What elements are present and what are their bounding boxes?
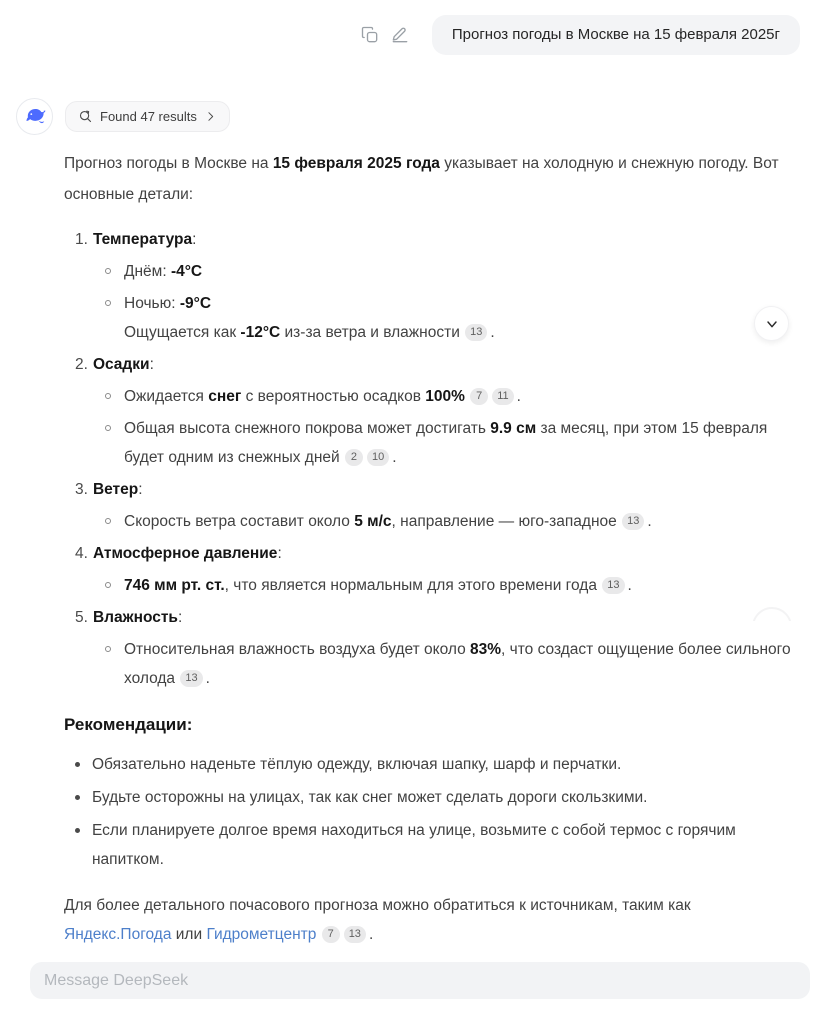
outro-paragraph: [64, 891, 801, 949]
list-item: 2. Осадки:: [64, 350, 801, 379]
message-tools: [360, 25, 410, 45]
text: .: [627, 577, 632, 594]
text: :: [138, 481, 143, 498]
text: .: [647, 513, 652, 530]
bold-text: Ветер: [92, 481, 139, 498]
text: :: [277, 545, 282, 562]
section-heading: [93, 225, 196, 254]
text: или: [171, 926, 207, 943]
text: Общая высота снежного покрова может достигать: [124, 420, 491, 437]
list-item: [64, 414, 801, 472]
text: , что является нормальным для этого времени года: [224, 577, 602, 594]
section-heading: [93, 475, 143, 504]
citation-badge[interactable]: 11: [492, 388, 513, 405]
bullet-circle-icon: [105, 425, 111, 431]
recommendation-text: Если планируете долгое время находиться на улице, возьмите с собой термос с горячим напитком.: [92, 822, 736, 868]
text: .: [368, 926, 374, 943]
text: Ночью:: [124, 295, 180, 312]
list-item: [64, 750, 801, 779]
text: за месяц, при этом 15 февраля будет одним из снежных дней: [124, 420, 768, 466]
intro-paragraph: [64, 148, 801, 210]
bold-text: -12°C: [240, 324, 281, 341]
list-item: 3. Ветер:: [64, 475, 801, 504]
text: из-за ветра и влажности: [280, 324, 465, 341]
text: , направление — юго-западное: [391, 513, 622, 530]
text: .: [392, 449, 397, 466]
scroll-down-button[interactable]: [754, 306, 789, 341]
bold-text: 746 мм рт. ст.: [124, 577, 225, 594]
bullet-circle-icon: [105, 582, 111, 588]
text: Ощущается как: [124, 324, 241, 341]
bold-text: 15 февраля 2025 года: [272, 155, 440, 172]
citation-badge[interactable]: 10: [367, 449, 389, 466]
text: .: [205, 670, 210, 687]
text: Ожидается: [124, 388, 209, 405]
text: Относительная влажность воздуха будет около: [124, 641, 470, 658]
bullet-circle-icon: [105, 393, 111, 399]
recommendation-text: Обязательно наденьте тёплую одежду, включая шапку, шарф и перчатки.: [92, 756, 622, 773]
list-item: [64, 382, 801, 411]
section-heading: [93, 603, 182, 632]
text: указывает на холодную и снежную погоду. Вот основные детали:: [64, 155, 779, 203]
source-link[interactable]: Яндекс.Погода: [64, 926, 172, 943]
bullet-dot-icon: [75, 795, 80, 800]
whale-logo-icon: [22, 104, 47, 129]
bold-text: -4°C: [170, 263, 203, 280]
bullet-circle-icon: [105, 646, 111, 652]
search-results-pill[interactable]: [65, 101, 230, 132]
citation-badge[interactable]: 2: [345, 449, 363, 466]
list-item: [64, 816, 801, 874]
bold-text: Температура: [92, 231, 193, 248]
citation-badge[interactable]: 7: [322, 926, 340, 943]
text: Днём:: [124, 263, 171, 280]
bold-text: снег: [208, 388, 242, 405]
text: Прогноз погоды в Москве на: [64, 155, 273, 172]
bold-text: 5 м/с: [354, 513, 392, 530]
message-composer[interactable]: [30, 962, 810, 999]
bold-text: 100%: [425, 388, 465, 405]
list-item: [64, 571, 801, 600]
bullet-circle-icon: [105, 518, 111, 524]
text: [465, 388, 469, 405]
text: Для более детального почасового прогноза можно обратиться к источникам, таким как: [64, 897, 691, 914]
text: :: [192, 231, 197, 248]
deepseek-avatar: [16, 98, 53, 135]
citation-badge[interactable]: 13: [602, 577, 624, 594]
text: с вероятностью осадков: [241, 388, 426, 405]
bullet-circle-icon: [105, 268, 111, 274]
list-item: 4. Атмосферное давление:: [64, 539, 801, 568]
citation-badge[interactable]: 13: [344, 926, 366, 943]
text: Скорость ветра составит около: [124, 513, 355, 530]
chevron-down-icon: [764, 316, 780, 332]
assistant-header: [16, 98, 837, 135]
search-icon: [78, 109, 93, 124]
bold-text: Влажность: [92, 609, 178, 626]
text: :: [149, 356, 154, 373]
citation-badge[interactable]: 13: [465, 324, 487, 341]
section-heading: [93, 350, 154, 379]
copy-icon[interactable]: [360, 25, 380, 45]
bullet-circle-icon: [105, 300, 111, 306]
recommendations-heading: Рекомендации:: [64, 715, 193, 734]
text: , что создаст ощущение более сильного холода: [124, 641, 791, 687]
list-item: [64, 507, 801, 536]
recommendation-text: Будьте осторожны на улицах, так как снег может сделать дороги скользкими.: [92, 789, 648, 806]
list-item: [64, 635, 801, 693]
bullet-dot-icon: [75, 762, 80, 767]
user-message-bubble[interactable]: Прогноз погоды в Москве на 15 февраля 2025г: [432, 15, 800, 55]
source-link[interactable]: Гидрометцентр: [206, 926, 317, 943]
list-item: 1. Температура:: [64, 225, 801, 254]
bold-text: 9.9 см: [490, 420, 537, 437]
citation-badge[interactable]: 13: [180, 670, 202, 687]
list-item: [64, 289, 801, 347]
bold-text: 83%: [470, 641, 502, 658]
search-pill-label: Found 47 results: [100, 109, 197, 124]
section-heading: [93, 539, 282, 568]
text: .: [516, 388, 521, 405]
message-input[interactable]: [30, 972, 810, 990]
citation-badge[interactable]: 7: [470, 388, 488, 405]
text: [316, 926, 320, 943]
text: .: [490, 324, 495, 341]
citation-badge[interactable]: 13: [622, 513, 644, 530]
assistant-answer: [64, 148, 801, 949]
user-message-row: [0, 0, 837, 55]
list-item: 5. Влажность:: [64, 603, 801, 632]
bold-text: Атмосферное давление: [92, 545, 278, 562]
list-item: [64, 257, 801, 286]
text: :: [177, 609, 183, 626]
bold-text: -9°C: [179, 295, 212, 312]
chevron-right-icon: [204, 110, 217, 123]
list-item: [64, 783, 801, 812]
edit-icon[interactable]: [390, 25, 410, 45]
bold-text: Осадки: [92, 356, 150, 373]
bullet-dot-icon: [75, 828, 80, 833]
